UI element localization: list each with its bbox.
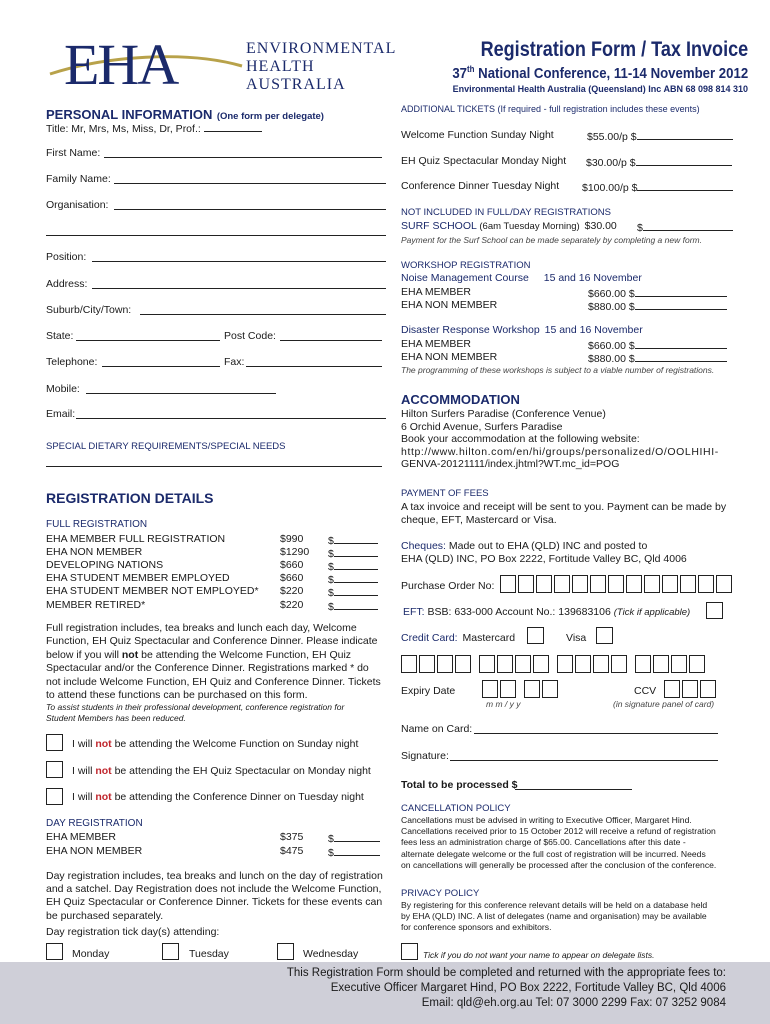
day-wednesday-label: Wednesday [303, 948, 359, 960]
cancellation-text: Cancellations must be advised in writing to Executive Officer, Margaret Hind. Cancellations received prior to 15 October 2012 will receive a refund of registration fees less an administration charge of $65.00. Cancellations after this date - alternate delegate welcome or the full cost of registration will be incurred. Needs on cancellations will generally be processed after the conclusion of the conference. [401, 815, 717, 870]
cheques-text: Cheques: Made out to EHA (QLD) INC and posted to EHA (QLD) INC, PO Box 2222, Fortitude Valley BC, Qld 4006 [401, 540, 687, 565]
day-tuesday-label: Tuesday [189, 948, 229, 960]
post-code-field[interactable]: Post Code: [224, 330, 276, 342]
registration-item-label: MEMBER RETIRED* [46, 598, 146, 611]
footer [0, 962, 770, 1024]
dietary-heading: SPECIAL DIETARY REQUIREMENTS/SPECIAL NEEDS [46, 441, 286, 452]
eft-checkbox[interactable] [706, 602, 723, 619]
family-name-field[interactable]: Family Name: [46, 173, 111, 185]
day-item-amount[interactable]: $ [328, 831, 380, 845]
workshop-disaster-member: EHA MEMBER [401, 338, 472, 350]
registration-paragraph: Full registration includes, tea breaks and lunch each day, Welcome Function, EH Quiz Spectacular and Conference Dinner. Please indicate below if you will not be attending the Welcome Function, EH Quiz Spectacular and/or the Conference Dinner. Registrations marked * do not include Welcome Function, EH Quiz and Conference Dinner. Tickets to attend these functions can be purchased on this form. To assist students in their professional development, conference registration for Student Members has been reduced. [46, 622, 381, 724]
registration-item-amount[interactable]: $ [328, 533, 378, 547]
not-included-heading: NOT INCLUDED IN FULL/DAY REGISTRATIONS [401, 207, 611, 218]
accommodation-url[interactable]: http://www.hilton.com/en/hi/groups/personalized/O/OOLHIHI- [401, 445, 719, 458]
workshop-disaster-name: Disaster Response Workshop 15 and 16 November [401, 324, 643, 336]
registration-item-amount[interactable]: $ [328, 546, 378, 560]
position-field[interactable]: Position: [46, 251, 87, 263]
surf-school-amount[interactable]: $ [637, 220, 733, 234]
footer-line1: This Registration Form should be completed and returned with the appropriate fees to: [286, 967, 726, 979]
day-tuesday-checkbox[interactable] [162, 943, 179, 960]
state-field[interactable]: State: [46, 330, 74, 342]
registration-item-label: EHA NON MEMBER [46, 546, 143, 559]
payment-text: A tax invoice and receipt will be sent to you. Payment can be made by cheque, EFT, Mastercard or Visa. [401, 501, 727, 526]
abn-line: Environmental Health Australia (Queensland) Inc ABN 68 098 814 310 [452, 84, 748, 94]
page-title: Registration Form / Tax Invoice [480, 38, 748, 61]
expiry-label: Expiry Date [401, 685, 456, 697]
name-on-card-field[interactable] [474, 733, 718, 734]
purchase-order-label: Purchase Order No: [401, 580, 495, 592]
not-attending-quiz-label: I will not be attending the EH Quiz Spectacular on Monday night [72, 765, 371, 777]
workshop-noise-member: EHA MEMBER [401, 286, 472, 298]
address-field[interactable]: Address: [46, 278, 88, 290]
ticket-item-amount[interactable]: $100.00/p $ [582, 180, 733, 194]
conference-line: 37th National Conference, 11-14 November 2012 [452, 64, 748, 82]
purchase-order-input[interactable] [500, 575, 734, 593]
privacy-opt-out-label: Tick if you do not want your name to appear on delegate lists. [423, 950, 655, 960]
workshop-note: The programming of these workshops is subject to a viable number of registrations. [401, 365, 715, 375]
logo-org-line2: HEALTH [246, 58, 315, 75]
registration-item-amount[interactable]: $ [328, 585, 378, 599]
first-name-field[interactable]: First Name: [46, 147, 101, 159]
registration-item-price: $660 [280, 572, 304, 585]
email-field[interactable]: Email: [46, 408, 76, 420]
surf-school-note: Payment for the Surf School can be made separately by completing a new form. [401, 235, 702, 245]
signature-label: Signature: [401, 750, 449, 762]
total-label: Total to be processed $ [401, 779, 518, 791]
day-monday-checkbox[interactable] [46, 943, 63, 960]
footer-line2: Executive Officer Margaret Hind, PO Box 2222, Fortitude Valley BC, Qld 4006 [330, 982, 726, 994]
day-monday-label: Monday [72, 948, 110, 960]
day-wednesday-checkbox[interactable] [277, 943, 294, 960]
registration-heading: REGISTRATION DETAILS [46, 490, 214, 506]
logo-org-line1: ENVIRONMENTAL [246, 40, 397, 57]
mobile-field[interactable]: Mobile: [46, 383, 80, 395]
expiry-input[interactable] [482, 680, 560, 698]
suburb-field[interactable]: Suburb/City/Town: [46, 304, 132, 316]
total-field[interactable] [515, 789, 632, 790]
visa-label: Visa [566, 632, 587, 644]
logo-org-line3: AUSTRALIA [246, 76, 346, 93]
day-item-price: $375 [280, 831, 304, 843]
privacy-heading: PRIVACY POLICY [401, 888, 480, 899]
ticket-item-label: Welcome Function Sunday Night [401, 129, 554, 141]
expiry-hint: m m / y y [486, 699, 521, 709]
logo [46, 32, 397, 97]
telephone-field[interactable]: Telephone: [46, 356, 98, 368]
organisation-field[interactable]: Organisation: [46, 199, 109, 211]
registration-item-price: $660 [280, 559, 304, 572]
eft-row: EFT: BSB: 633-000 Account No.: 139683106 (Tick if applicable) [403, 606, 691, 618]
workshop-heading: WORKSHOP REGISTRATION [401, 260, 531, 271]
workshop-noise-nonmember: EHA NON MEMBER [401, 299, 498, 311]
day-registration-heading: DAY REGISTRATION [46, 818, 143, 829]
visa-checkbox[interactable] [596, 627, 613, 644]
registration-item-price: $220 [280, 585, 304, 598]
day-registration-paragraph: Day registration includes, tea breaks and lunch on the day of registration and a satchel. Day Registration does not include the Welcome Function, EH Quiz Spectacular or Conference Dinner. Tickets for these events can be purchased separately. Day registration tick day(s) attending: [46, 870, 383, 938]
full-registration-heading: FULL REGISTRATION [46, 519, 148, 530]
registration-item-price: $220 [280, 598, 304, 611]
mastercard-checkbox[interactable] [527, 627, 544, 644]
registration-item-label: EHA MEMBER FULL REGISTRATION [46, 533, 226, 545]
registration-item-price: $990 [280, 533, 304, 545]
not-attending-welcome-checkbox[interactable] [46, 734, 63, 751]
footer-line3: Email: qld@eh.org.au Tel: 07 3000 2299 Fax: 07 3252 9084 [421, 997, 726, 1009]
workshop-disaster-member-amount[interactable]: $660.00 $ [588, 338, 727, 352]
workshop-disaster-nonmember: EHA NON MEMBER [401, 351, 498, 363]
registration-item-amount[interactable]: $ [328, 599, 378, 613]
not-attending-welcome-label: I will not be attending the Welcome Function on Sunday night [72, 738, 359, 750]
day-item-price: $475 [280, 844, 304, 857]
ticket-item-label: EH Quiz Spectacular Monday Night [401, 155, 567, 167]
logo-letters: EHA [64, 32, 178, 97]
day-item-label: EHA NON MEMBER [46, 844, 143, 857]
ccv-label: CCV [634, 685, 657, 697]
title-field[interactable]: Title: Mr, Mrs, Ms, Miss, Dr, Prof.: [46, 121, 262, 135]
registration-item-amount[interactable]: $ [328, 559, 378, 573]
not-attending-dinner-checkbox[interactable] [46, 788, 63, 805]
ticket-item-label: Conference Dinner Tuesday Night [401, 180, 560, 192]
name-on-card-label: Name on Card: [401, 723, 473, 735]
privacy-text: By registering for this conference relevant details will be held on a database held by EHA (QLD) INC. A list of delegates (name and organisation) may be available for conference sponsors and exhibitors. [401, 900, 708, 933]
registration-item-label: EHA STUDENT MEMBER EMPLOYED [46, 572, 230, 585]
dietary-field[interactable] [46, 466, 382, 467]
workshop-disaster-nonmember-amount[interactable]: $880.00 $ [588, 351, 727, 365]
cancellation-heading: CANCELLATION POLICY [401, 803, 511, 814]
not-attending-quiz-checkbox[interactable] [46, 761, 63, 778]
ccv-hint: (in signature panel of card) [613, 699, 715, 709]
workshop-noise-name: Noise Management Course 15 and 16 November [401, 272, 642, 284]
privacy-opt-out-checkbox[interactable] [401, 943, 418, 960]
not-attending-dinner-label: I will not be attending the Conference Dinner on Tuesday night [72, 791, 364, 803]
workshop-noise-nonmember-amount[interactable]: $880.00 $ [588, 299, 727, 313]
registration-item-price: $1290 [280, 546, 310, 559]
day-item-amount[interactable]: $ [328, 845, 380, 859]
personal-heading: PERSONAL INFORMATION (One form per delegate) [46, 107, 324, 122]
ticket-item-amount[interactable]: $55.00/p $ [587, 129, 733, 143]
workshop-noise-member-amount[interactable]: $660.00 $ [588, 286, 727, 300]
payment-heading: PAYMENT OF FEES [401, 488, 489, 499]
fax-field[interactable]: Fax: [224, 356, 245, 368]
tickets-heading: ADDITIONAL TICKETS (If required - full registration includes these events) [401, 104, 700, 114]
accommodation-details: Hilton Surfers Paradise (Conference Venue) 6 Orchid Avenue, Surfers Paradise Book your accommodation at the following website: http://www.hilton.com/en/hi/groups/personalized/O/OOLHIHI- GENVA-20121111/index.jhtml?WT.mc_id=POG [401, 408, 719, 471]
registration-item-label: DEVELOPING NATIONS [46, 559, 164, 572]
registration-item-label: EHA STUDENT MEMBER NOT EMPLOYED* [46, 585, 259, 598]
day-item-label: EHA MEMBER [46, 831, 117, 843]
surf-school-row: SURF SCHOOL (6am Tuesday Morning) $30.00 [401, 220, 617, 232]
card-number-input[interactable] [401, 655, 707, 673]
ticket-item-amount[interactable]: $30.00/p $ [586, 155, 732, 169]
registration-item-amount[interactable]: $ [328, 572, 378, 586]
ccv-input[interactable] [664, 680, 718, 698]
signature-field[interactable] [450, 760, 718, 761]
credit-card-row: Credit Card: Mastercard [401, 632, 516, 644]
accommodation-heading: ACCOMMODATION [401, 392, 520, 407]
